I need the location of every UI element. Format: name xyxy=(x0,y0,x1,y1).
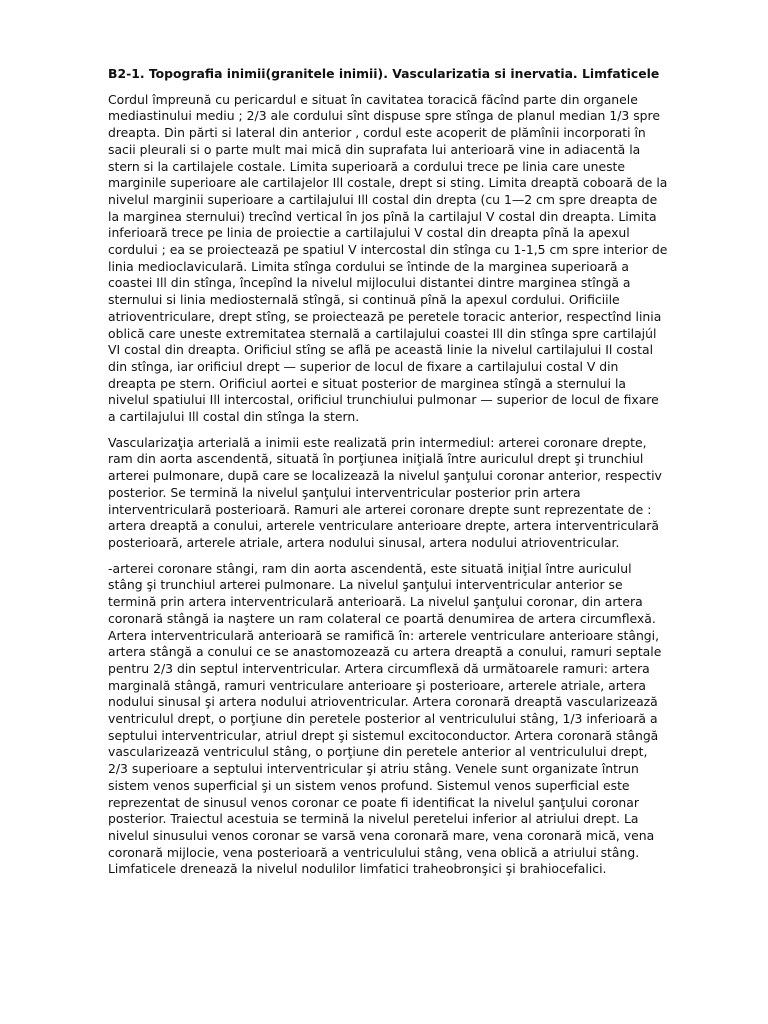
paragraph-left-coronary: -arterei coronare stângi, ram din aorta ascendentă, este situată iniţial între auriculul stâng şi trunchiul arterei pulmonare. La nivelul şanţului interventricular anterior se termină prin artera interventriculară anterioară. La nivelul şanţului coronar, din artera coronară stângă ia naştere un ram colateral ce poartă denumirea de artera circumflexă. Artera interventriculară anterioară se ramifică în: arterele ventriculare anterioare stângi, artera stângă a conului ce se anastomozează cu artera dreaptă a conului, ramuri septale pentru 2/3 din septul interventricular. Artera circumflexă dă următoarele ramuri: artera marginală stângă, ramuri ventriculare anterioare şi posterioare, arterele atriale, artera nodului sinusal şi artera nodului atrioventricular. Artera coronară dreaptă vascularizează ventriculul drept, o porţiune din peretele posterior al ventriculului stâng, 1/3 inferioară a septului interventricular, atriul drept şi sistemul excitoconductor. Artera coronară stângă vascularizează ventriculul stâng, o porţiune din peretele anterior al ventriculului drept, 2/3 superioare a septului interventricular şi atriu stâng. Venele sunt organizate întrun sistem venos superficial şi un sistem venos profund. Sistemul venos superficial este reprezentat de sinusul venos coronar ce poate fi identificat la nivelul şanţului coronar posterior. Traiectul acestuia se termină la nivelul peretelui inferior al atriului drept. La nivelul sinusului venos coronar se varsă vena coronară mare, vena coronară mică, vena coronară mijlocie, vena posterioară a ventriculului stâng, vena oblică a atriului stâng. Limfaticele drenează la nivelul nodulilor limfatici traheobronşici şi brahiocefalici. xyxy=(108,560,662,877)
document-page xyxy=(108,66,668,887)
document-title: B2-1. Topografia inimii(granitele inimii). Vascularizatia si inervatia. Limfaticele xyxy=(108,66,660,81)
paragraph-topography: Cordul împreună cu pericardul e situat în cavitatea toracică făcînd parte din organele mediastinului mediu ; 2/3 ale cordului sînt dispuse spre stînga de planul median 1/3 spre dreapta. Din părti si lateral din anterior , cordul este acoperit de plămînii incorporati în sacii pleurali si o parte mult mai mică din suprafata lui anterioară vine in adiacentă la stern si la cartilajele costale. Limita superioară a cordului trece pe linia care uneste marginile superioare ale cartilajelor Ill costale, drept si sting. Limita dreaptă coboară de la nivelul marginii superioare a cartilajului Ill costal din drepta (cu 1—2 cm spre dreapta de la marginea sternului) trecînd vertical în jos pînă la cartilajul V costal din dreapta. Limita inferioară trece pe linia de proiectie a cartilajului V costal din dreapta pînă la apexul cordului ; ea se proiectează pe spatiul V intercostal din stînga cu 1-1,5 cm spre interior de linia medioclaviculară. Limita stînga cordului se întinde de la marginea superioară a coastei Ill din stînga, începînd la nivelul mijlocului distantei dintre marginea stîngă a sternului si linia mediosternală stîngă, si continuă pînă la apexul cordului. Orificiile atrioventriculare, drept stîng, se proiectează pe peretele toracic anterior, respectînd linia oblică care uneste extremitatea sternală a cartilajului coastei Ill din stînga spre cartilajúl VI costal din dreapta. Orificiul stîng se află pe această linie la nivelul cartilajului Il costal din stînga, iar orificiul drept — superior de locul de fixare a cartilajului costal V din dreapta pe stern. Orificiul aortei e situat posterior de marginea stîngă a sternului la nivelul spatiului Ill intercostal, orificiul trunchiului pulmonar — superior de locul de fixare a cartilajului Ill costal din stînga la stern. xyxy=(108,91,668,425)
paragraph-right-coronary: Vascularizaţia arterială a inimii este realizată prin intermediul: arterei coronare drepte, ram din aorta ascendentă, situată în porţiunea iniţială între auriculul drept şi trunchiul arterei pulmonare, după care se localizează la nivelul şanţului coronar anterior, respectiv posterior. Se termină la nivelul şanţului interventricular posterior prin artera interventriculară posterioară. Ramuri ale arterei coronare drepte sunt reprezentate de : artera dreaptă a conului, arterele ventriculare anterioare drepte, artera interventriculară posterioară, arterele atriale, artera nodului sinusal, artera nodului atrioventricular. xyxy=(108,434,662,550)
